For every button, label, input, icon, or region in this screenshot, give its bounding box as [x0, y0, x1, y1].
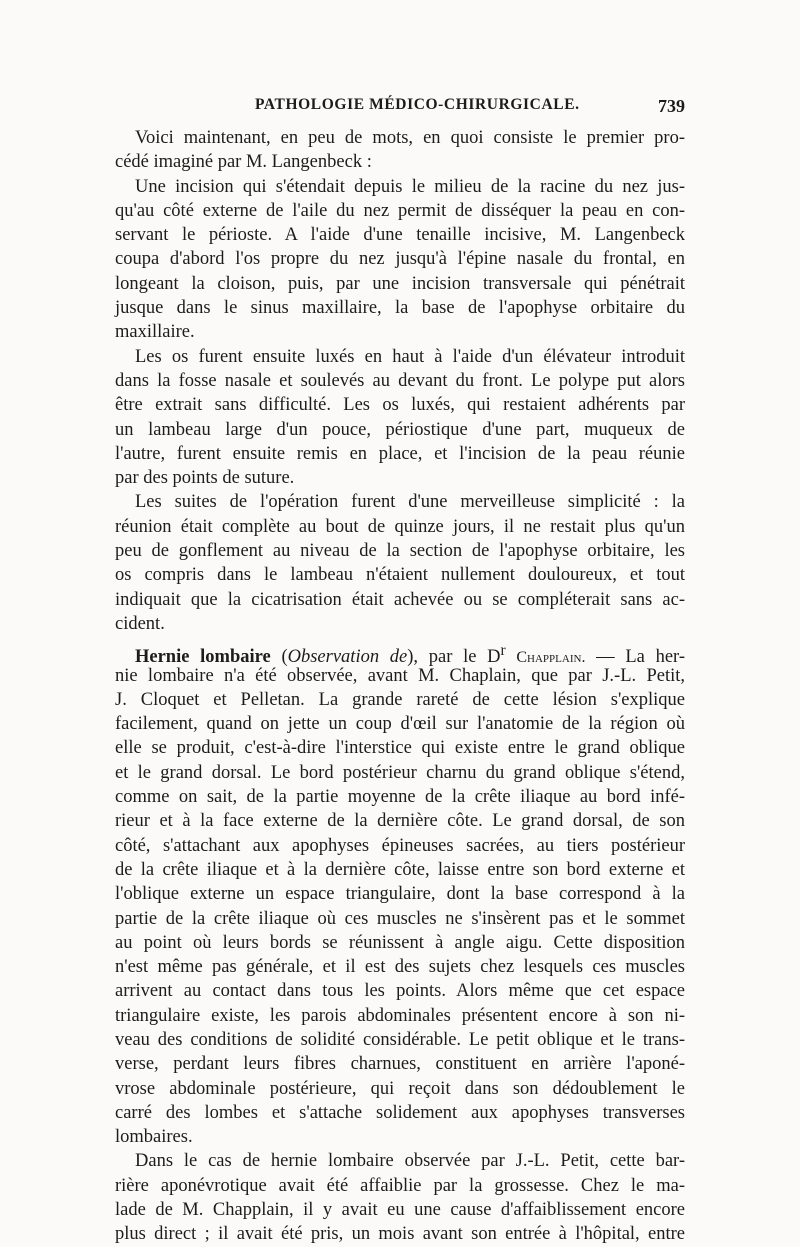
text-line: cident.	[115, 613, 165, 634]
section-hernie-lombaire	[115, 639, 685, 1246]
text-line: J. Cloquet et Pelletan. La grande rareté de cette lésion s'explique	[115, 689, 685, 710]
text-line: peu de gonflement au niveau de la section de l'apophyse orbitaire, les	[115, 541, 685, 562]
text-line: Une incision qui s'étendait depuis le milieu de la racine du nez jus-	[135, 176, 685, 197]
text-line: être extrait sans difficulté. Les os luxés, qui restaient adhérents par	[115, 395, 685, 416]
text-line: arrivent au contact dans tous les points. Alors même que cet espace	[115, 981, 685, 1002]
text-line: facilement, quand on jette un coup d'œil sur l'anatomie de la région où	[115, 714, 685, 735]
text-line: au point où leurs bords se réunissent à angle aigu. Cette disposition	[115, 932, 685, 953]
section-heading: Hernie lombaire	[135, 647, 271, 668]
page-body	[115, 126, 685, 1247]
text-line: triangulaire existe, les parois abdominales présentent encore à son ni-	[115, 1005, 685, 1026]
section-heading-italic: Observation de	[287, 647, 408, 668]
text-line: servant le périoste. A l'aide d'une tenaille incisive, M. Langenbeck	[115, 225, 685, 246]
text-line: lombaires.	[115, 1127, 193, 1148]
heading-tail: — La her-	[585, 647, 686, 668]
text-line: côté, s'attachant aux apophyses épineuses sacrées, au tiers postérieur	[115, 835, 685, 856]
text-line: de la crête iliaque et à la dernière côte, laisse entre son bord externe et	[115, 859, 685, 880]
text-line: comme on sait, de la partie moyenne de la crête iliaque au bord infé-	[115, 787, 685, 808]
text-line: indiquait que la cicatrisation était achevée ou se compléterait sans ac-	[115, 589, 685, 610]
running-title: PATHOLOGIE MÉDICO-CHIRURGICALE.	[255, 96, 580, 113]
heading-paren-open: (	[281, 647, 288, 668]
text-line: verse, perdant leurs fibres charnues, constituent en arrière l'aponé-	[115, 1054, 685, 1075]
text-line: rieur et à la face externe de la dernière côte. Le grand dorsal, de son	[115, 811, 685, 832]
text-line: vrose abdominale postérieure, qui reçoit dans son dédoublement le	[115, 1078, 685, 1099]
heading-after: ), par le D	[407, 647, 501, 668]
text-line: jusque dans le sinus maxillaire, la base de l'apophyse orbitaire du	[115, 298, 685, 319]
text-line: plus direct ; il avait été pris, un mois avant son entrée à l'hôpital, entre	[115, 1224, 685, 1245]
text-line: réunion était complète au bout de quinze jours, il ne restait plus qu'un	[115, 516, 685, 537]
page-number: 739	[658, 96, 685, 116]
text-line: nie lombaire n'a été observée, avant M. Chaplain, que par J.-L. Petit,	[115, 665, 685, 686]
text-line: os compris dans le lambeau n'étaient nullement douloureux, et tout	[115, 565, 685, 586]
text-line: l'oblique externe un espace triangulaire, dont la base correspond à la	[115, 884, 685, 905]
paragraphs	[115, 126, 685, 636]
text-line: Voici maintenant, en peu de mots, en quoi consiste le premier pro-	[135, 128, 685, 148]
paragraph	[115, 345, 685, 491]
paragraph	[115, 175, 685, 345]
text-line: Les os furent ensuite luxés en haut à l'aide d'un élévateur introduit	[135, 346, 685, 367]
section-author: Chapplain.	[516, 649, 586, 667]
text-line: n'est même pas générale, et il est des sujets chez lesquels ces muscles	[115, 957, 685, 978]
text-line: Dans le cas de hernie lombaire observée par J.-L. Petit, cette bar-	[135, 1151, 685, 1172]
text-line: l'autre, furent ensuite remis en place, et l'incision de la peau réunie	[115, 443, 685, 464]
text-line: qu'au côté externe de l'aile du nez permit de disséquer la peau en con-	[115, 200, 685, 221]
section-paragraph-1	[115, 664, 685, 1150]
text-line: un lambeau large d'un pouce, périostique d'une part, muqueux de	[115, 419, 685, 440]
text-line: par des points de suture.	[115, 468, 295, 489]
page-header	[115, 96, 685, 120]
section-heading-line	[115, 639, 686, 668]
text-line: veau des conditions de solidité considérable. Le petit oblique et le trans-	[115, 1029, 685, 1050]
text-line: rière aponévrotique avait été affaiblie par la grossesse. Chez le ma-	[115, 1175, 685, 1196]
text-line: longeant la cloison, puis, par une incision transversale qui pénétrait	[115, 273, 685, 294]
text-line: et le grand dorsal. Le bord postérieur charnu du grand oblique s'étend,	[115, 762, 685, 783]
text-line: elle se produit, c'est-à-dire l'interstice qui existe entre le grand oblique	[115, 738, 685, 759]
paragraph	[115, 490, 685, 636]
text-line: Les suites de l'opération furent d'une merveilleuse simplicité : la	[135, 492, 685, 513]
text-line: partie de la crête iliaque où ces muscles ne s'insèrent pas et le sommet	[115, 908, 685, 929]
text-line: lade de M. Chapplain, il y avait eu une cause d'affaiblissement encore	[115, 1200, 685, 1221]
paragraph	[115, 126, 685, 175]
text-line: dans la fosse nasale et soulevés au devant du front. Le polype put alors	[115, 370, 685, 391]
section-paragraph-2	[115, 1149, 685, 1246]
text-line: carré des lombes et s'attache solidement aux apophyses transverses	[115, 1102, 685, 1123]
text-line: maxillaire.	[115, 322, 195, 343]
text-line: coupa d'abord l'os propre du nez jusqu'à l'épine nasale du frontal, en	[115, 249, 685, 270]
heading-sup: r	[500, 642, 506, 660]
text-line: cédé imaginé par M. Langenbeck :	[115, 152, 372, 173]
